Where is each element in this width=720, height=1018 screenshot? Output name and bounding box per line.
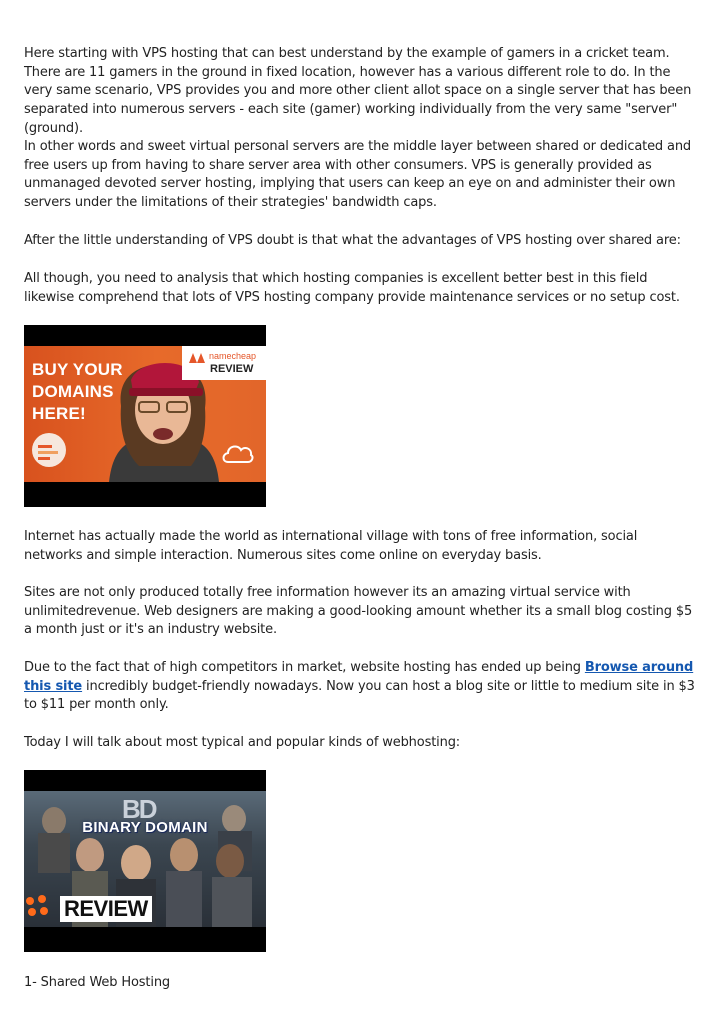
game-title: BINARY DOMAIN xyxy=(82,819,208,836)
brand-name: namecheap xyxy=(209,351,257,361)
paragraph-6: Sites are not only produced totally free information however its an amazing virtual service with unlimitedrevenue. Web designers are making a good-looking amount whether its a small blog costing $5 a month just or it's an industry website. xyxy=(24,585,693,638)
browse-site-link[interactable]: Browse around this site xyxy=(24,660,694,694)
paragraph-2: In other words and sweet virtual personal servers are the middle layer between shared or dedicated and free users up from having to share server area with other consumers. VPS is generally provided as unmanaged devoted server hosting, implying that users can keep an eye on and administer their own servers under the limitations of their strategies' bandwidth caps. xyxy=(24,139,692,211)
section-heading-shared-hosting: 1- Shared Web Hosting xyxy=(24,975,171,990)
paragraph-8: Today I will talk about most typical and popular kinds of webhosting: xyxy=(24,735,461,750)
review-label: REVIEW xyxy=(60,896,152,922)
review-dots-icon xyxy=(26,895,56,925)
paragraph-3: After the little understanding of VPS doubt is that what the advantages of VPS hosting over shared are: xyxy=(24,233,681,248)
video-thumbnail-namecheap[interactable] xyxy=(24,325,266,507)
namecheap-logo-icon xyxy=(188,352,206,364)
paragraph-5: Internet has actually made the world as international village with tons of free information, social networks and simple interaction. Numerous sites come online on everyday basis. xyxy=(24,529,638,563)
thumbnail-headline: BUY YOUR DOMAINS HERE! xyxy=(32,360,123,423)
domain-card-graphic xyxy=(32,433,66,467)
video-thumbnail-binary-domain[interactable] xyxy=(24,770,266,952)
review-label: REVIEW xyxy=(210,363,254,375)
paragraph-7: Due to the fact that of high competitors in market, website hosting has ended up being Browse around this site incredibly budget-friendly nowadays. Now you can host a blog site or little to medium site in $3 to $11 per month only. xyxy=(24,660,695,713)
cloud-icon xyxy=(220,440,254,464)
game-logo: BD xyxy=(122,794,156,824)
paragraph-4: All though, you need to analysis that which hosting companies is excellent better best in this field likewise comprehend that lots of VPS hosting company provide maintenance services or no setup cost. xyxy=(24,271,680,305)
paragraph-1: Here starting with VPS hosting that can best understand by the example of gamers in a cricket team. There are 11 gamers in the ground in fixed location, however has a various different role to do. In the very same scenario, VPS provides you and more other client allot space on a single server that has been separated into numerous servers - each site (gamer) working individually from the very same "server" (ground). xyxy=(24,46,692,136)
brand-badge xyxy=(182,346,266,380)
